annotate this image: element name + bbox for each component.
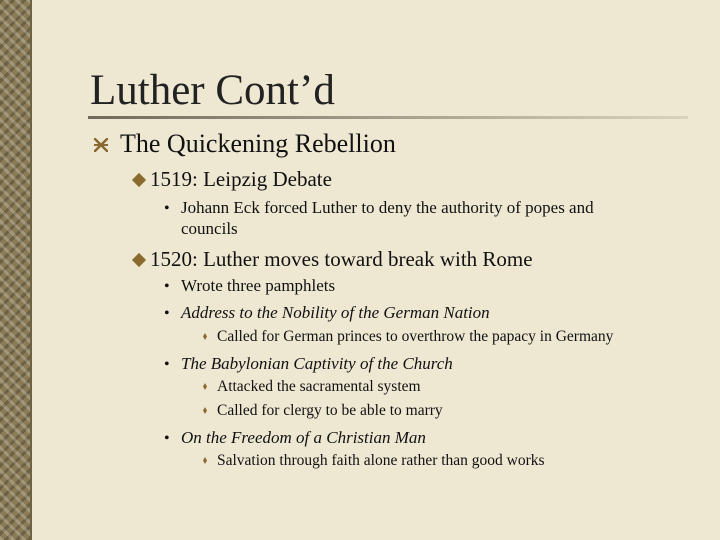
eck-text-line1: Johann Eck forced Luther to deny the authority of popes and	[181, 198, 594, 217]
asterisk-bullet-icon	[94, 138, 108, 152]
dot-bullet-icon: •	[164, 278, 170, 295]
small-diamond-bullet-icon	[203, 457, 207, 464]
sacramental-text: Attacked the sacramental system	[217, 378, 421, 395]
diamond-bullet-icon	[132, 253, 146, 267]
diamond-bullet-icon	[132, 173, 146, 187]
salvation-text: Salvation through faith alone rather than good works	[217, 452, 545, 469]
small-diamond-bullet-icon	[203, 383, 207, 390]
slide-title: Luther Cont’d	[90, 67, 335, 114]
freedom-christian-text: On the Freedom of a Christian Man	[181, 428, 426, 447]
eck-text-line2: councils	[181, 219, 238, 238]
small-diamond-bullet-icon	[203, 407, 207, 414]
point-1519: 1519: Leipzig Debate	[150, 167, 332, 191]
dot-bullet-icon: •	[164, 356, 170, 373]
clergy-marry-text: Called for clergy to be able to marry	[217, 402, 443, 419]
title-underline	[88, 116, 688, 119]
dot-bullet-icon: •	[164, 305, 170, 322]
dot-bullet-icon: •	[164, 430, 170, 447]
address-nobility-text: Address to the Nobility of the German Nation	[181, 303, 490, 322]
decorative-border	[0, 0, 32, 540]
dot-bullet-icon: •	[164, 200, 170, 217]
princes-text: Called for German princes to overthrow the papacy in Germany	[217, 328, 614, 345]
babylonian-captivity-text: The Babylonian Captivity of the Church	[181, 354, 453, 373]
outline-heading: The Quickening Rebellion	[120, 129, 396, 158]
point-1520: 1520: Luther moves toward break with Rome	[150, 247, 533, 271]
pamphlets-text: Wrote three pamphlets	[181, 276, 336, 295]
small-diamond-bullet-icon	[203, 333, 207, 340]
